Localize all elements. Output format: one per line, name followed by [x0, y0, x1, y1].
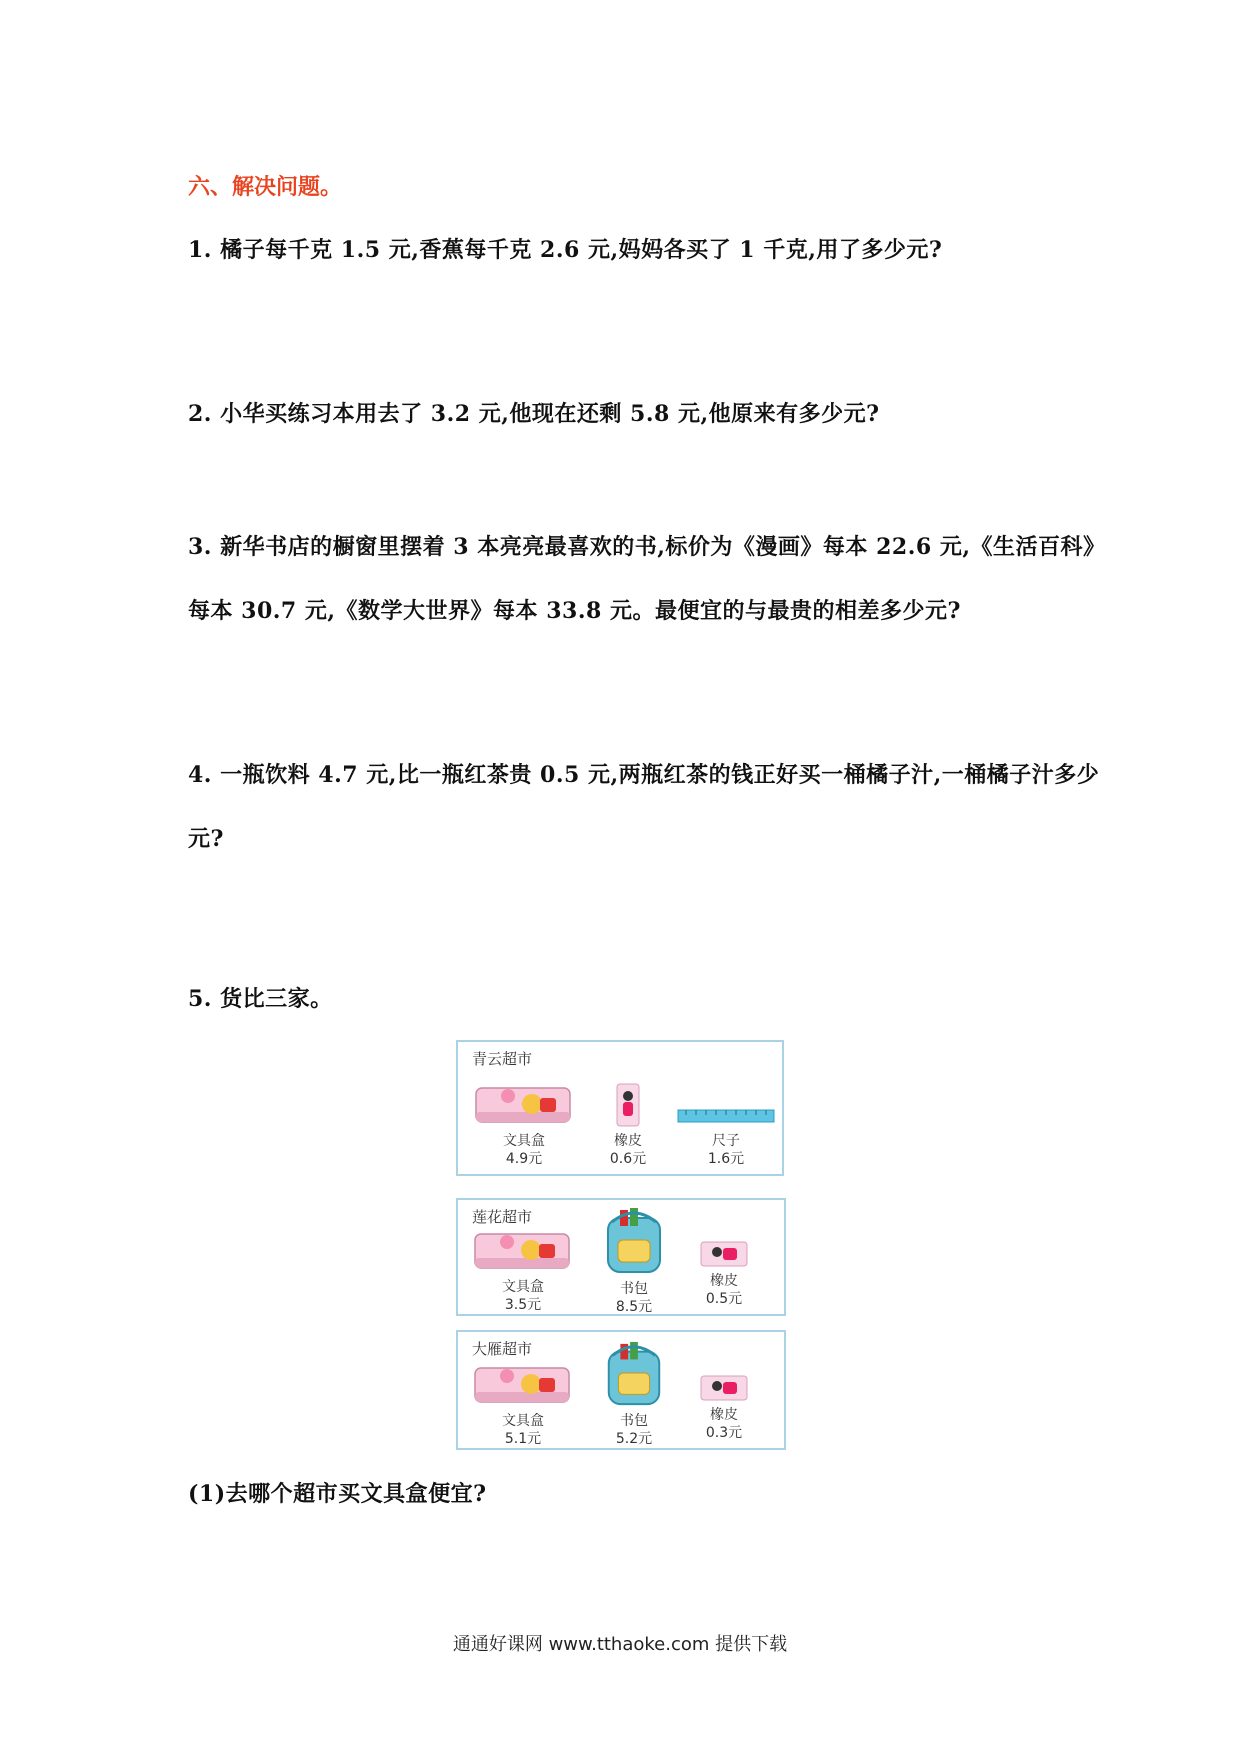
item-price: 4.9元 — [505, 1151, 543, 1167]
item-name: 书包 — [620, 1281, 648, 1297]
shop-item-backpack — [594, 1206, 674, 1316]
item-name: 尺子 — [712, 1133, 740, 1149]
footer-text: 通通好课网 www.tthaoke.com 提供下载 — [452, 1634, 788, 1655]
shop-name: 大雁超市 — [472, 1340, 533, 1358]
backpack-icon — [598, 1206, 670, 1276]
item-name: 文具盒 — [502, 1413, 544, 1429]
backpack-icon — [598, 1340, 670, 1408]
shop-item-pencil-case — [468, 1230, 578, 1314]
shop-card-dayan — [456, 1330, 786, 1450]
shop-item-eraser — [684, 1374, 764, 1442]
item-price: 1.6元 — [707, 1151, 745, 1167]
item-price: 0.3元 — [705, 1425, 743, 1441]
pencil-case-icon — [473, 1230, 573, 1274]
shop-item-pencil-case — [468, 1364, 578, 1448]
shop-item-eraser — [684, 1240, 764, 1308]
shop-name: 莲花超市 — [472, 1208, 533, 1226]
shop-name: 青云超市 — [472, 1050, 533, 1068]
item-name: 橡皮 — [710, 1273, 738, 1289]
question-4-line-1: 4. 一瓶饮料 4.7 元,比一瓶红茶贵 0.5 元,两瓶红茶的钱正好买一桶橘子汁,一桶橘子汁多少 — [188, 762, 1100, 788]
section-heading: 六、解决问题。 — [188, 174, 343, 200]
shop-card-qingyun — [456, 1040, 784, 1176]
item-name: 书包 — [620, 1413, 648, 1429]
eraser-icon — [699, 1240, 749, 1268]
item-name: 橡皮 — [614, 1133, 642, 1149]
shop-item-ruler — [674, 1082, 778, 1168]
question-1: 1. 橘子每千克 1.5 元,香蕉每千克 2.6 元,妈妈各买了 1 千克,用了多少元? — [188, 237, 943, 263]
shop-item-backpack — [594, 1340, 674, 1448]
eraser-icon — [699, 1374, 749, 1402]
question-4-line-2: 元? — [188, 826, 224, 852]
shop-card-lianhua — [456, 1198, 786, 1316]
ruler-icon — [676, 1082, 776, 1128]
item-price: 5.2元 — [615, 1431, 653, 1447]
question-5-sub-1: (1)去哪个超市买文具盒便宜? — [188, 1481, 487, 1507]
item-name: 文具盒 — [502, 1279, 544, 1295]
shop-item-pencil-case — [470, 1082, 578, 1168]
question-5: 5. 货比三家。 — [188, 986, 333, 1012]
item-name: 文具盒 — [503, 1133, 545, 1149]
question-3-line-2: 每本 30.7 元,《数学大世界》每本 33.8 元。最便宜的与最贵的相差多少元? — [188, 598, 961, 624]
pencil-case-icon — [474, 1082, 574, 1128]
item-price: 0.6元 — [609, 1151, 647, 1167]
shop-item-eraser — [588, 1082, 668, 1168]
eraser-icon — [613, 1082, 643, 1128]
item-price: 5.1元 — [504, 1431, 542, 1447]
pencil-case-icon — [473, 1364, 573, 1408]
item-name: 橡皮 — [710, 1407, 738, 1423]
question-3-line-1: 3. 新华书店的橱窗里摆着 3 本亮亮最喜欢的书,标价为《漫画》每本 22.6 元,《生活百科》 — [188, 534, 1106, 560]
item-price: 3.5元 — [504, 1297, 542, 1313]
item-price: 0.5元 — [705, 1291, 743, 1307]
question-2: 2. 小华买练习本用去了 3.2 元,他现在还剩 5.8 元,他原来有多少元? — [188, 401, 880, 427]
item-price: 8.5元 — [615, 1299, 653, 1315]
